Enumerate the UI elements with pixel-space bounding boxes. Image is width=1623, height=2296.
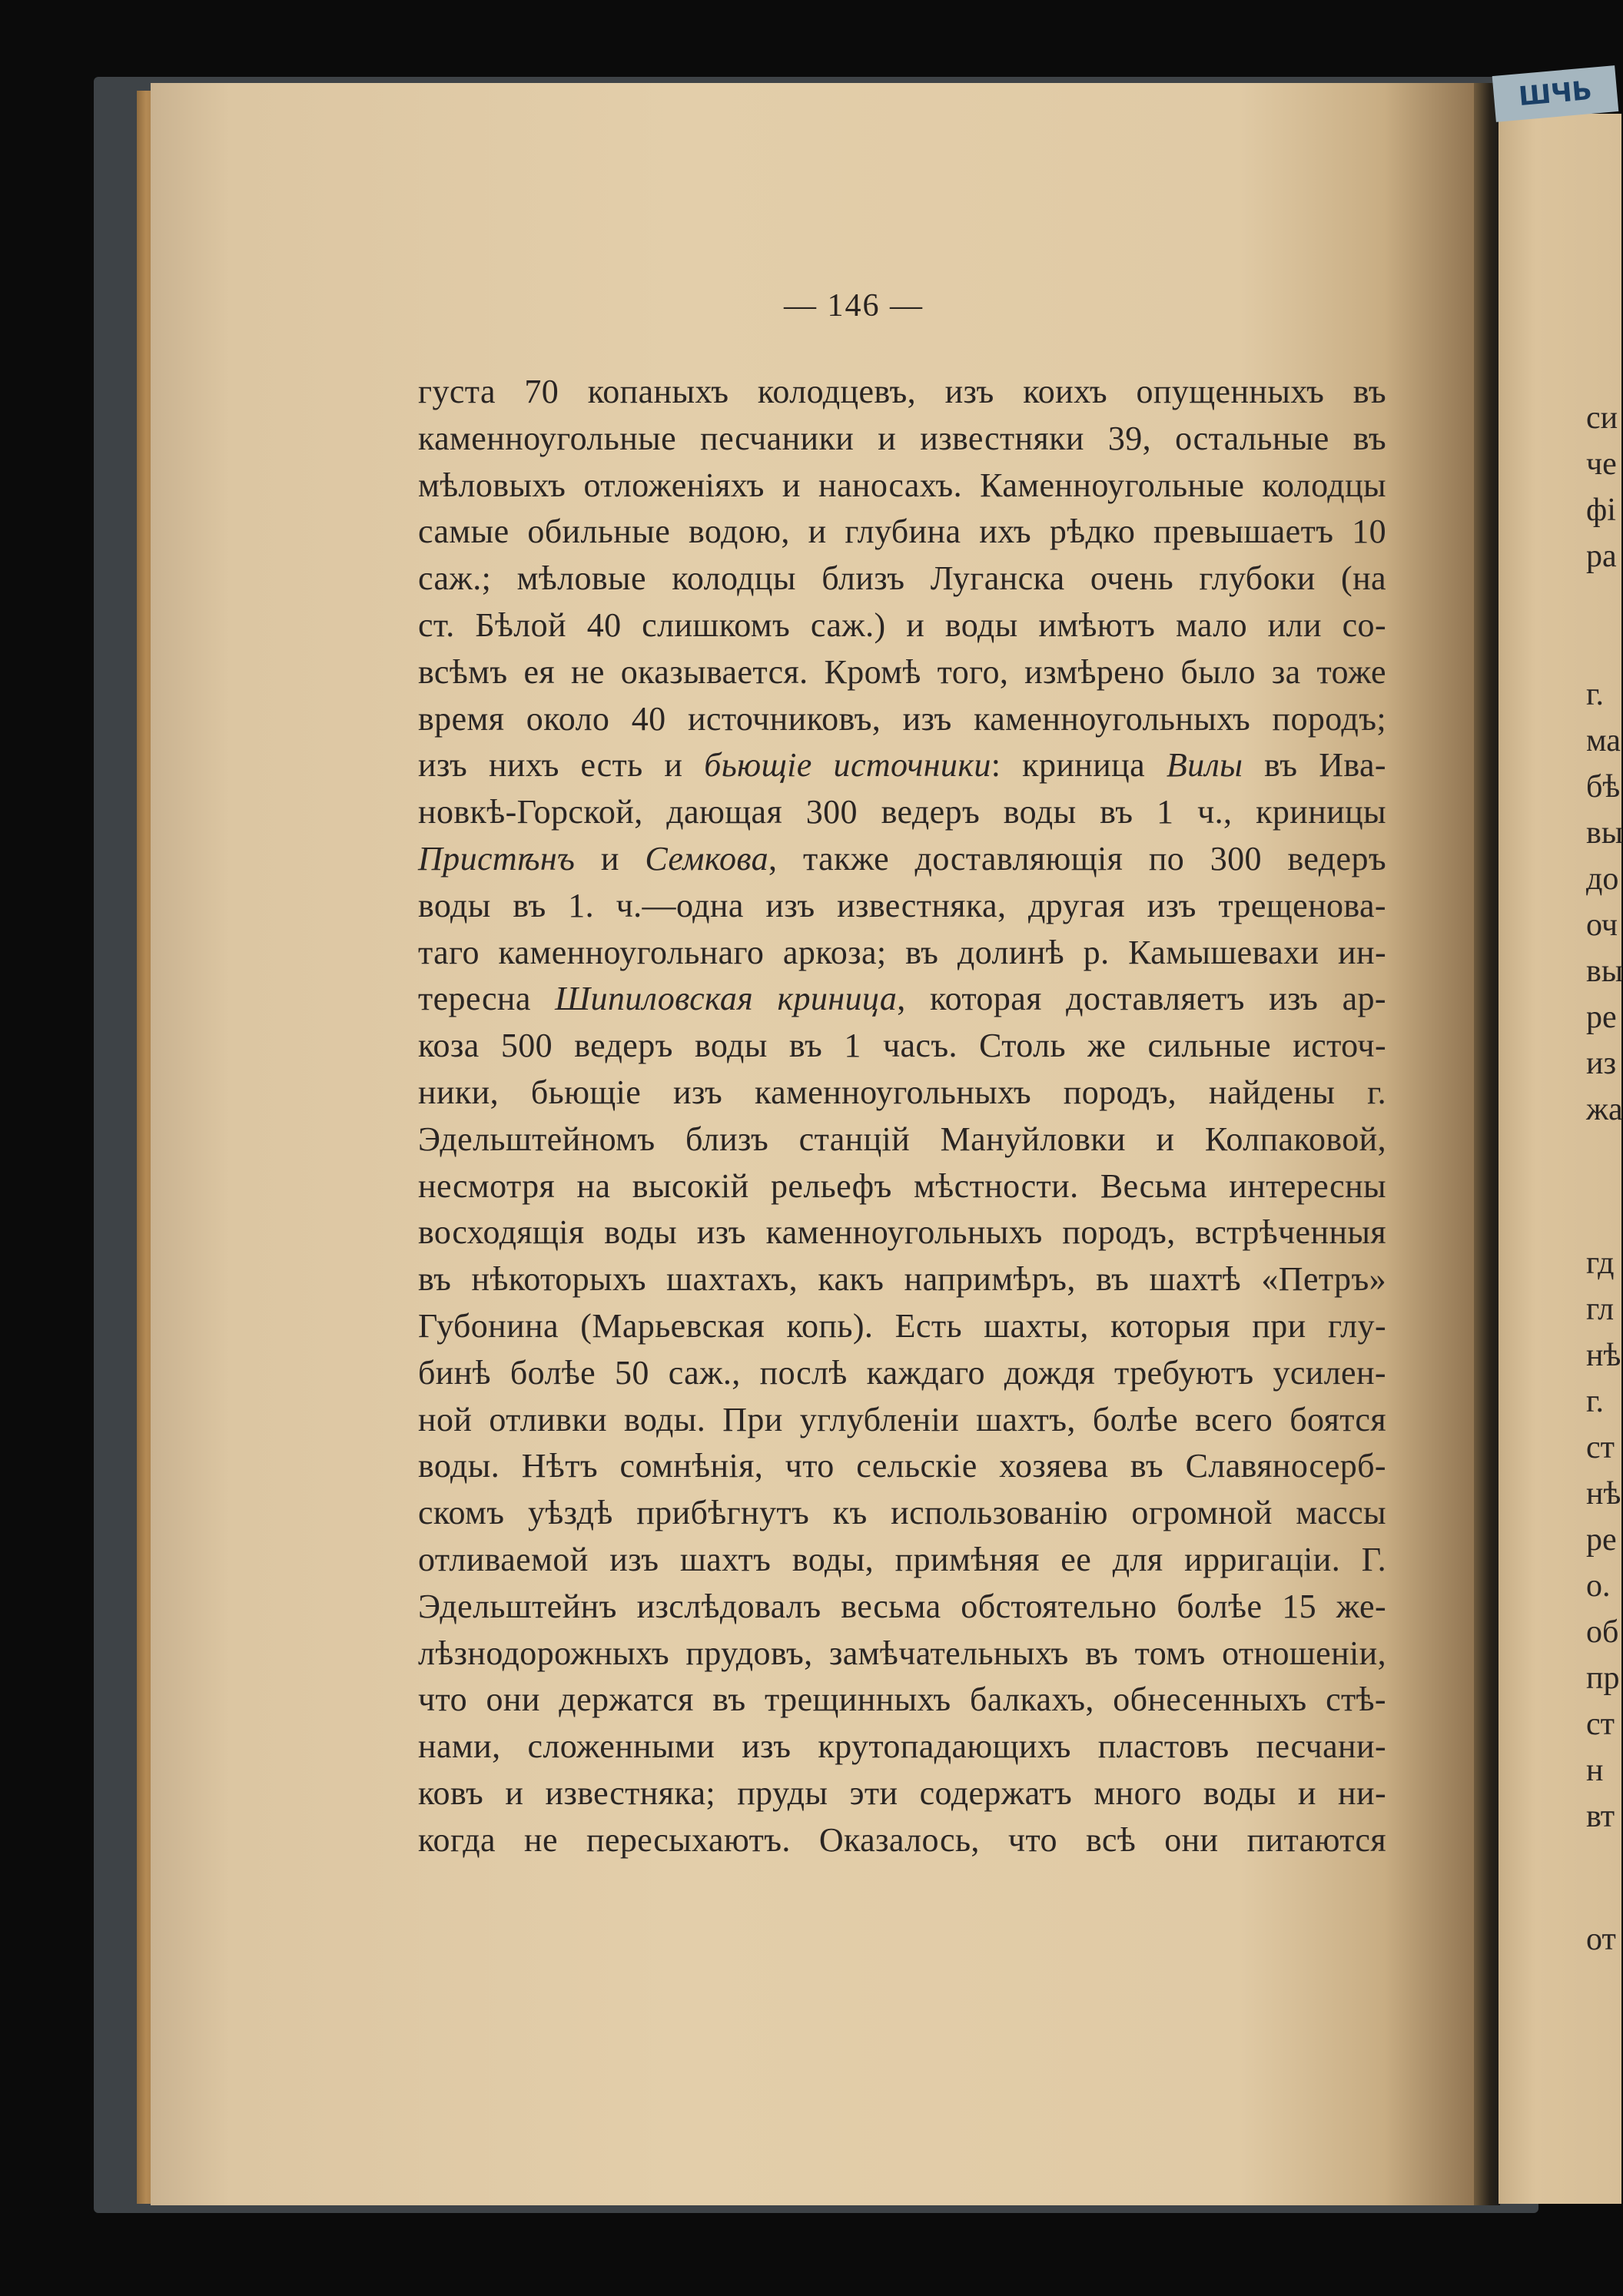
text-segment: : криница [991, 746, 1167, 785]
italic-term: Пристѣнъ [418, 839, 576, 878]
text-line: отливаемой изъ шахтъ воды, примѣняя ее для ирригаціи. Г. [418, 1540, 1386, 1578]
text-line: саж.; мѣловые колодцы близъ Луганска очень глубоки (на [418, 559, 1386, 598]
text-line [418, 836, 1386, 883]
facing-fragment: об [1586, 1614, 1619, 1650]
facing-fragment: вы [1586, 815, 1623, 851]
facing-fragment: нѣ [1586, 1476, 1621, 1511]
text-line: лѣзнодорожныхъ прудовъ, замѣчательныхъ въ томъ отношеніи, [418, 1634, 1386, 1672]
facing-fragment: ст [1586, 1707, 1615, 1742]
text-segment: тересна [418, 980, 556, 1018]
library-stamp-tab: ШЧЬ [1492, 65, 1619, 122]
text-line: ники, бьющіе изъ каменноугольныхъ породъ, найдены г. [418, 1073, 1386, 1111]
text-line [418, 976, 1386, 1023]
text-line: что они держатся въ трещинныхъ балкахъ, обнесенныхъ стѣ- [418, 1681, 1386, 1719]
facing-fragment: от [1586, 1922, 1616, 1957]
facing-fragment: вы [1586, 954, 1623, 989]
book-gutter [1474, 83, 1500, 2205]
text-line: восходящія воды изъ каменноугольныхъ породъ, встрѣченныя [418, 1213, 1386, 1252]
text-line: самые обильные водою, и глубина ихъ рѣдко превышаетъ 10 [418, 513, 1386, 551]
text-line: бинѣ болѣе 50 саж., послѣ каждаго дождя требуютъ усилен- [418, 1353, 1386, 1392]
facing-fragment: н [1586, 1753, 1604, 1788]
facing-fragment: г. [1586, 1384, 1604, 1419]
facing-fragment: о. [1586, 1568, 1611, 1604]
text-line: таго каменноугольнаго аркоза; въ долинѣ р. Камышевахи ин- [418, 933, 1386, 971]
text-line: коза 500 ведеръ воды въ 1 часъ. Столь же сильные источ- [418, 1027, 1386, 1065]
text-line: время около 40 источниковъ, изъ каменноугольныхъ породъ; [418, 699, 1386, 738]
italic-term: Вилы [1166, 746, 1243, 785]
text-line: когда не пересыхаютъ. Оказалось, что всѣ они питаются [418, 1820, 1386, 1859]
facing-fragment: гд [1586, 1246, 1615, 1281]
text-line: скомъ уѣздѣ прибѣгнутъ къ использованію огромной массы [418, 1494, 1386, 1532]
text-line: новкѣ-Горской, дающая 300 ведеръ воды въ 1 ч., криницы [418, 793, 1386, 831]
text-line: всѣмъ ея не оказывается. Кромѣ того, измѣрено было за тоже [418, 652, 1386, 691]
facing-fragment: вт [1586, 1799, 1615, 1834]
facing-fragment: г. [1586, 677, 1604, 712]
text-line: несмотря на высокій рельефъ мѣстности. Весьма интересны [418, 1166, 1386, 1205]
text-line: въ нѣкоторыхъ шахтахъ, какъ напримѣръ, въ шахтѣ «Петръ» [418, 1260, 1386, 1299]
text-line: Эдельштейномъ близъ станцій Мануйловки и Колпаковой, [418, 1120, 1386, 1158]
page-body [418, 369, 1386, 1864]
text-line [418, 742, 1386, 789]
text-line: нами, сложенными изъ крутопадающихъ пластовъ песчани- [418, 1727, 1386, 1766]
text-line: Эдельштейнъ изслѣдовалъ весьма обстоятельно болѣе 15 же- [418, 1587, 1386, 1625]
text-line: мѣловыхъ отложеніяхъ и наносахъ. Каменноугольные колодцы [418, 466, 1386, 504]
facing-fragment: из [1586, 1046, 1617, 1081]
text-line: воды. Нѣтъ сомнѣнія, что сельскіе хозяева въ Славяносерб- [418, 1447, 1386, 1485]
facing-fragment: ре [1586, 1000, 1617, 1035]
facing-fragment: пр [1586, 1661, 1620, 1696]
text-line: густа 70 копаныхъ колодцевъ, изъ коихъ опущенныхъ въ [418, 373, 1386, 410]
facing-fragment: ма [1586, 723, 1621, 758]
text-line: ст. Бѣлой 40 слишкомъ саж.) и воды имѣютъ мало или со- [418, 606, 1386, 644]
facing-fragment: гл [1586, 1292, 1615, 1327]
facing-fragment: че [1586, 446, 1617, 482]
italic-term: Семкова [645, 839, 769, 878]
facing-fragment: нѣ [1586, 1338, 1621, 1373]
text-line: воды въ 1. ч.—одна изъ известняка, другая изъ трещенова- [418, 886, 1386, 924]
text-line: Губонина (Марьевская копь). Есть шахты, которыя при глу- [418, 1306, 1386, 1345]
text-line: ковъ и известняка; пруды эти содержатъ много воды и ни- [418, 1773, 1386, 1812]
facing-fragment: оч [1586, 907, 1618, 943]
facing-fragment: си [1586, 400, 1618, 436]
text-segment: , также доставляющія по 300 ведеръ [768, 839, 1387, 878]
facing-fragment: ра [1586, 539, 1617, 574]
page-number: — 146 — [784, 288, 924, 323]
text-line: каменноугольные песчаники и известняки 39, остальные въ [418, 419, 1386, 457]
italic-term: бьющіе источники [704, 746, 991, 785]
text-segment: изъ нихъ есть и [418, 746, 705, 785]
facing-fragment: фі [1586, 493, 1616, 528]
facing-fragment: ст [1586, 1430, 1615, 1465]
text-line: ной отливки воды. При углубленіи шахтъ, болѣе всего боятся [418, 1400, 1386, 1438]
text-segment: и [575, 839, 646, 878]
facing-fragment: бѣ [1586, 769, 1621, 805]
facing-fragment: до [1586, 861, 1619, 897]
facing-fragment: ре [1586, 1522, 1617, 1558]
text-segment: въ Ива- [1243, 746, 1386, 785]
italic-term: Шипиловская криница [555, 980, 898, 1018]
facing-fragment: жа [1586, 1092, 1623, 1127]
text-segment: , которая доставляетъ изъ ар- [897, 980, 1386, 1018]
